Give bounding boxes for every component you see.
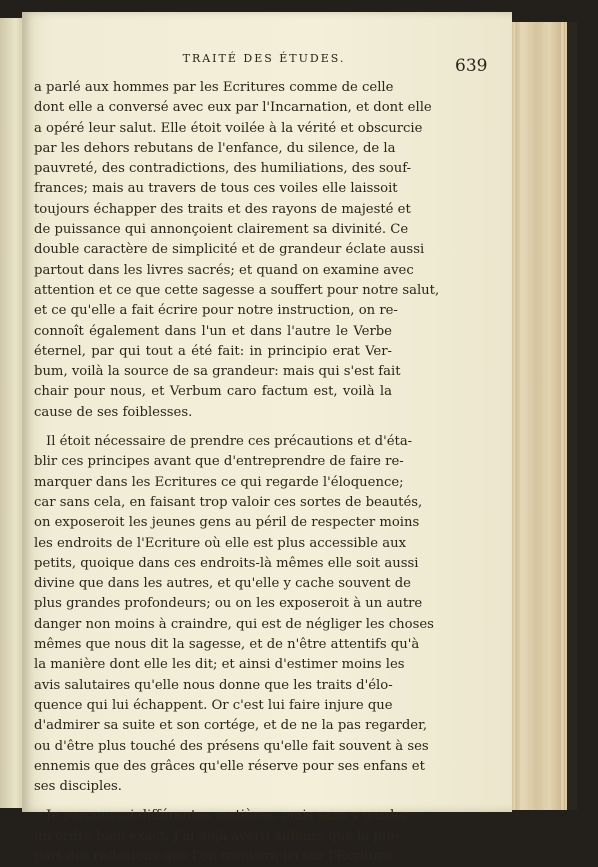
text-line: a opéré leur salut. Elle étoit voilée à la vérité et obscurcie	[34, 120, 423, 136]
text-line: Je parcourrai différentes matières, mais sans y garder	[46, 808, 409, 824]
text-line: car sans cela, en faisant trop valoir ces sortes de beautés,	[34, 494, 423, 510]
text-line: mêmes que nous dit la sagesse, et de n'être attentifs qu'à	[34, 637, 420, 653]
text-line: quence qui lui échappent. Or c'est lui faire injure que	[34, 697, 393, 713]
text-line: bum, voilà la source de sa grandeur: mais qui s'est fait	[34, 364, 401, 380]
text-line: on exposeroit les jeunes gens au péril de respecter moins	[34, 515, 420, 531]
text-line: toujours échapper des traits et des rayons de majesté et	[34, 201, 411, 217]
text-line: pauvreté, des contradictions, des humiliations, des souf-	[34, 161, 412, 177]
text-line: a parlé aux hommes par les Ecritures comme de celle	[34, 80, 394, 95]
text-line: marquer dans les Ecritures ce qui regarde l'éloquence;	[34, 474, 404, 490]
text-line: chair pour nous, et Verbum caro factum est, voilà la	[34, 384, 392, 400]
text-line: connoît également dans l'un et dans l'autre le Verbe	[34, 323, 392, 339]
paragraph-2	[34, 432, 434, 797]
paragraph-1	[34, 78, 440, 423]
body-text	[34, 78, 440, 867]
text-line: double caractère de simplicité et de grandeur éclate aussi	[34, 242, 425, 258]
text-line: par les dehors rebutans de l'enfance, du silence, de la	[34, 140, 396, 156]
text-line: blir ces principes avant que d'entreprendre de faire re-	[34, 454, 404, 470]
paragraph-3	[34, 806, 409, 867]
text-line: éternel, par qui tout a été fait: in principio erat Ver-	[34, 343, 392, 359]
text-line: Il étoit nécessaire de prendre ces précautions et d'éta-	[46, 434, 413, 450]
text-line: la manière dont elle les dit; et ainsi d'estimer moins les	[34, 657, 405, 673]
text-line: part des réflexions que l'on trouvera ici sur l'Ecriture	[34, 848, 392, 864]
text-line: de puissance qui annonçoient clairement sa divinité. Ce	[34, 222, 409, 238]
text-line: partout dans les livres sacrés; et quand on examine avec	[34, 262, 414, 278]
text-line: les endroits de l'Ecriture où elle est plus accessible aux	[34, 535, 407, 551]
text-line: ses disciples.	[34, 779, 122, 795]
text-line: dont elle a conversé avec eux par l'Incarnation, et dont elle	[34, 100, 432, 116]
text-line: d'admirer sa suite et son cortége, et de ne la pas regarder,	[34, 718, 428, 734]
text-line: avis salutaires qu'elle nous donne que les traits d'élo-	[34, 677, 393, 693]
text-line: plus grandes profondeurs; ou on les exposeroit à un autre	[34, 596, 423, 612]
page-block-edges	[506, 22, 569, 810]
text-line: et ce qu'elle a fait écrire pour notre instruction, on re-	[34, 303, 398, 319]
facing-page-edge	[0, 18, 23, 808]
text-line: un ordre bien exact. J'ai déjà averti ailleurs que la plu-	[34, 828, 400, 844]
text-line: divine que dans les autres, et qu'elle y cache souvent de	[34, 576, 411, 592]
text-line: danger non moins à craindre, qui est de négliger les choses	[34, 616, 434, 632]
page-number: 639	[455, 56, 488, 76]
text-line: frances; mais au travers de tous ces voiles elle laissoit	[34, 181, 398, 197]
text-line: attention et ce que cette sagesse a souffert pour notre salut,	[34, 282, 440, 298]
text-line: ou d'être plus touché des présens qu'elle fait souvent à ses	[34, 738, 429, 754]
text-line: petits, quoique dans ces endroits-là mêmes elle soit aussi	[34, 555, 419, 571]
text-line: cause de ses foiblesses.	[34, 404, 193, 420]
text-line: ennemis que des grâces qu'elle réserve pour ses enfans et	[34, 758, 425, 774]
running-title: TRAITÉ DES ÉTUDES.	[182, 52, 346, 65]
